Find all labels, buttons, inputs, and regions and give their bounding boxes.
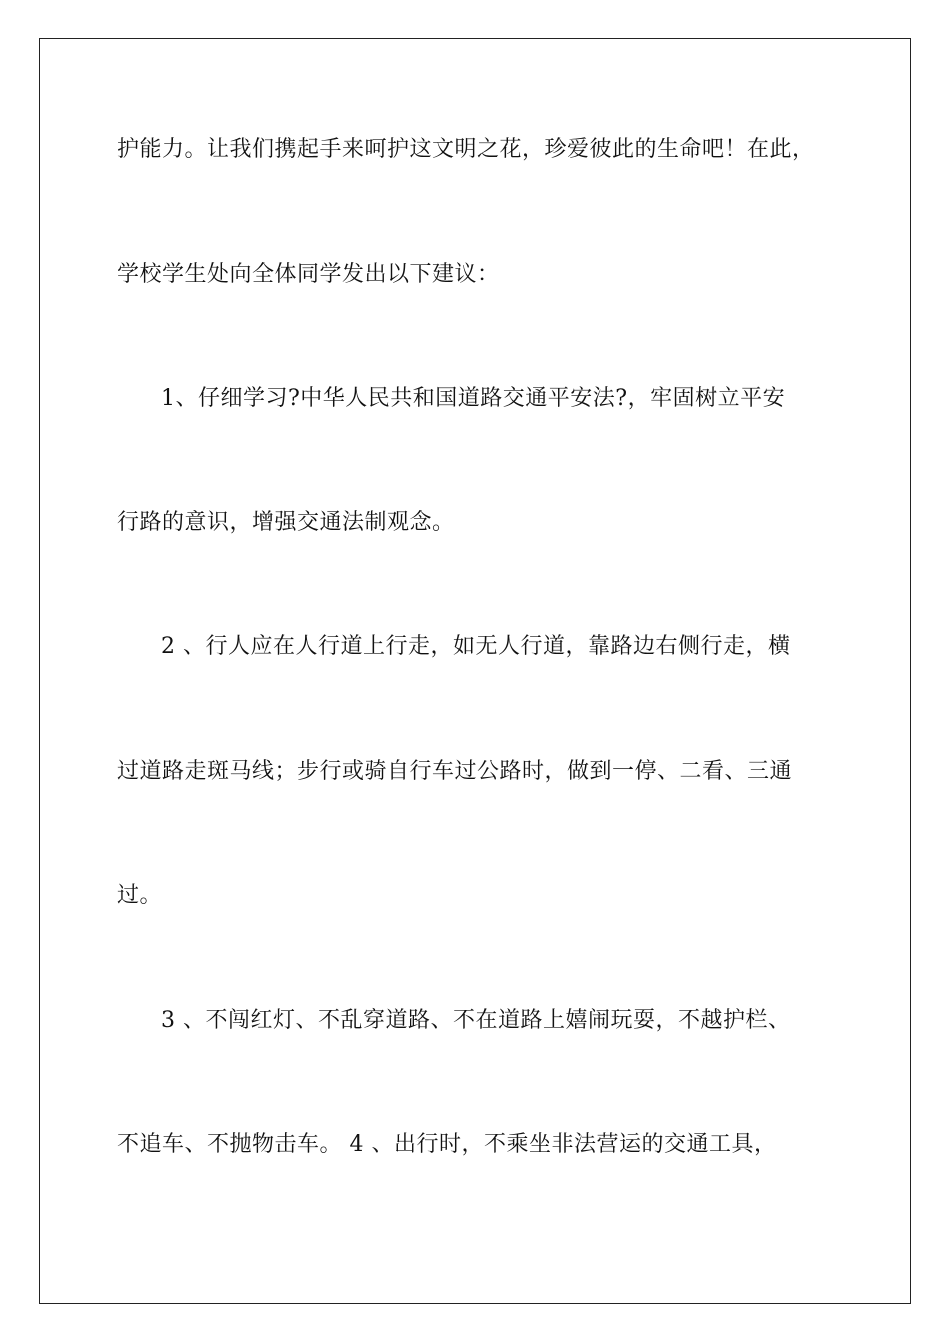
paragraph-line-8: 3 、不闯红灯、不乱穿道路、不在道路上嬉闹玩耍，不越护栏、: [161, 1008, 791, 1033]
paragraph-line-6: 过道路走斑马线；步行或骑自行车过公路时，做到一停、二看、三通: [117, 759, 793, 784]
page-border: [39, 38, 911, 1304]
paragraph-line-2: 学校学生处向全体同学发出以下建议：: [117, 262, 500, 287]
paragraph-line-3: 1、仔细学习?中华人民共和国道路交通平安法?，牢固树立平安: [161, 386, 786, 411]
paragraph-line-4: 行路的意识，增强交通法制观念。: [117, 510, 455, 535]
paragraph-line-9: 不追车、不抛物击车。 4 、出行时，不乘坐非法营运的交通工具，: [117, 1132, 777, 1157]
paragraph-line-5: 2 、行人应在人行道上行走，如无人行道，靠路边右侧行走，横: [161, 634, 791, 659]
paragraph-line-7: 过。: [117, 883, 163, 908]
paragraph-line-1: 护能力。让我们携起手来呵护这文明之花，珍爱彼此的生命吧！在此，: [117, 137, 815, 162]
